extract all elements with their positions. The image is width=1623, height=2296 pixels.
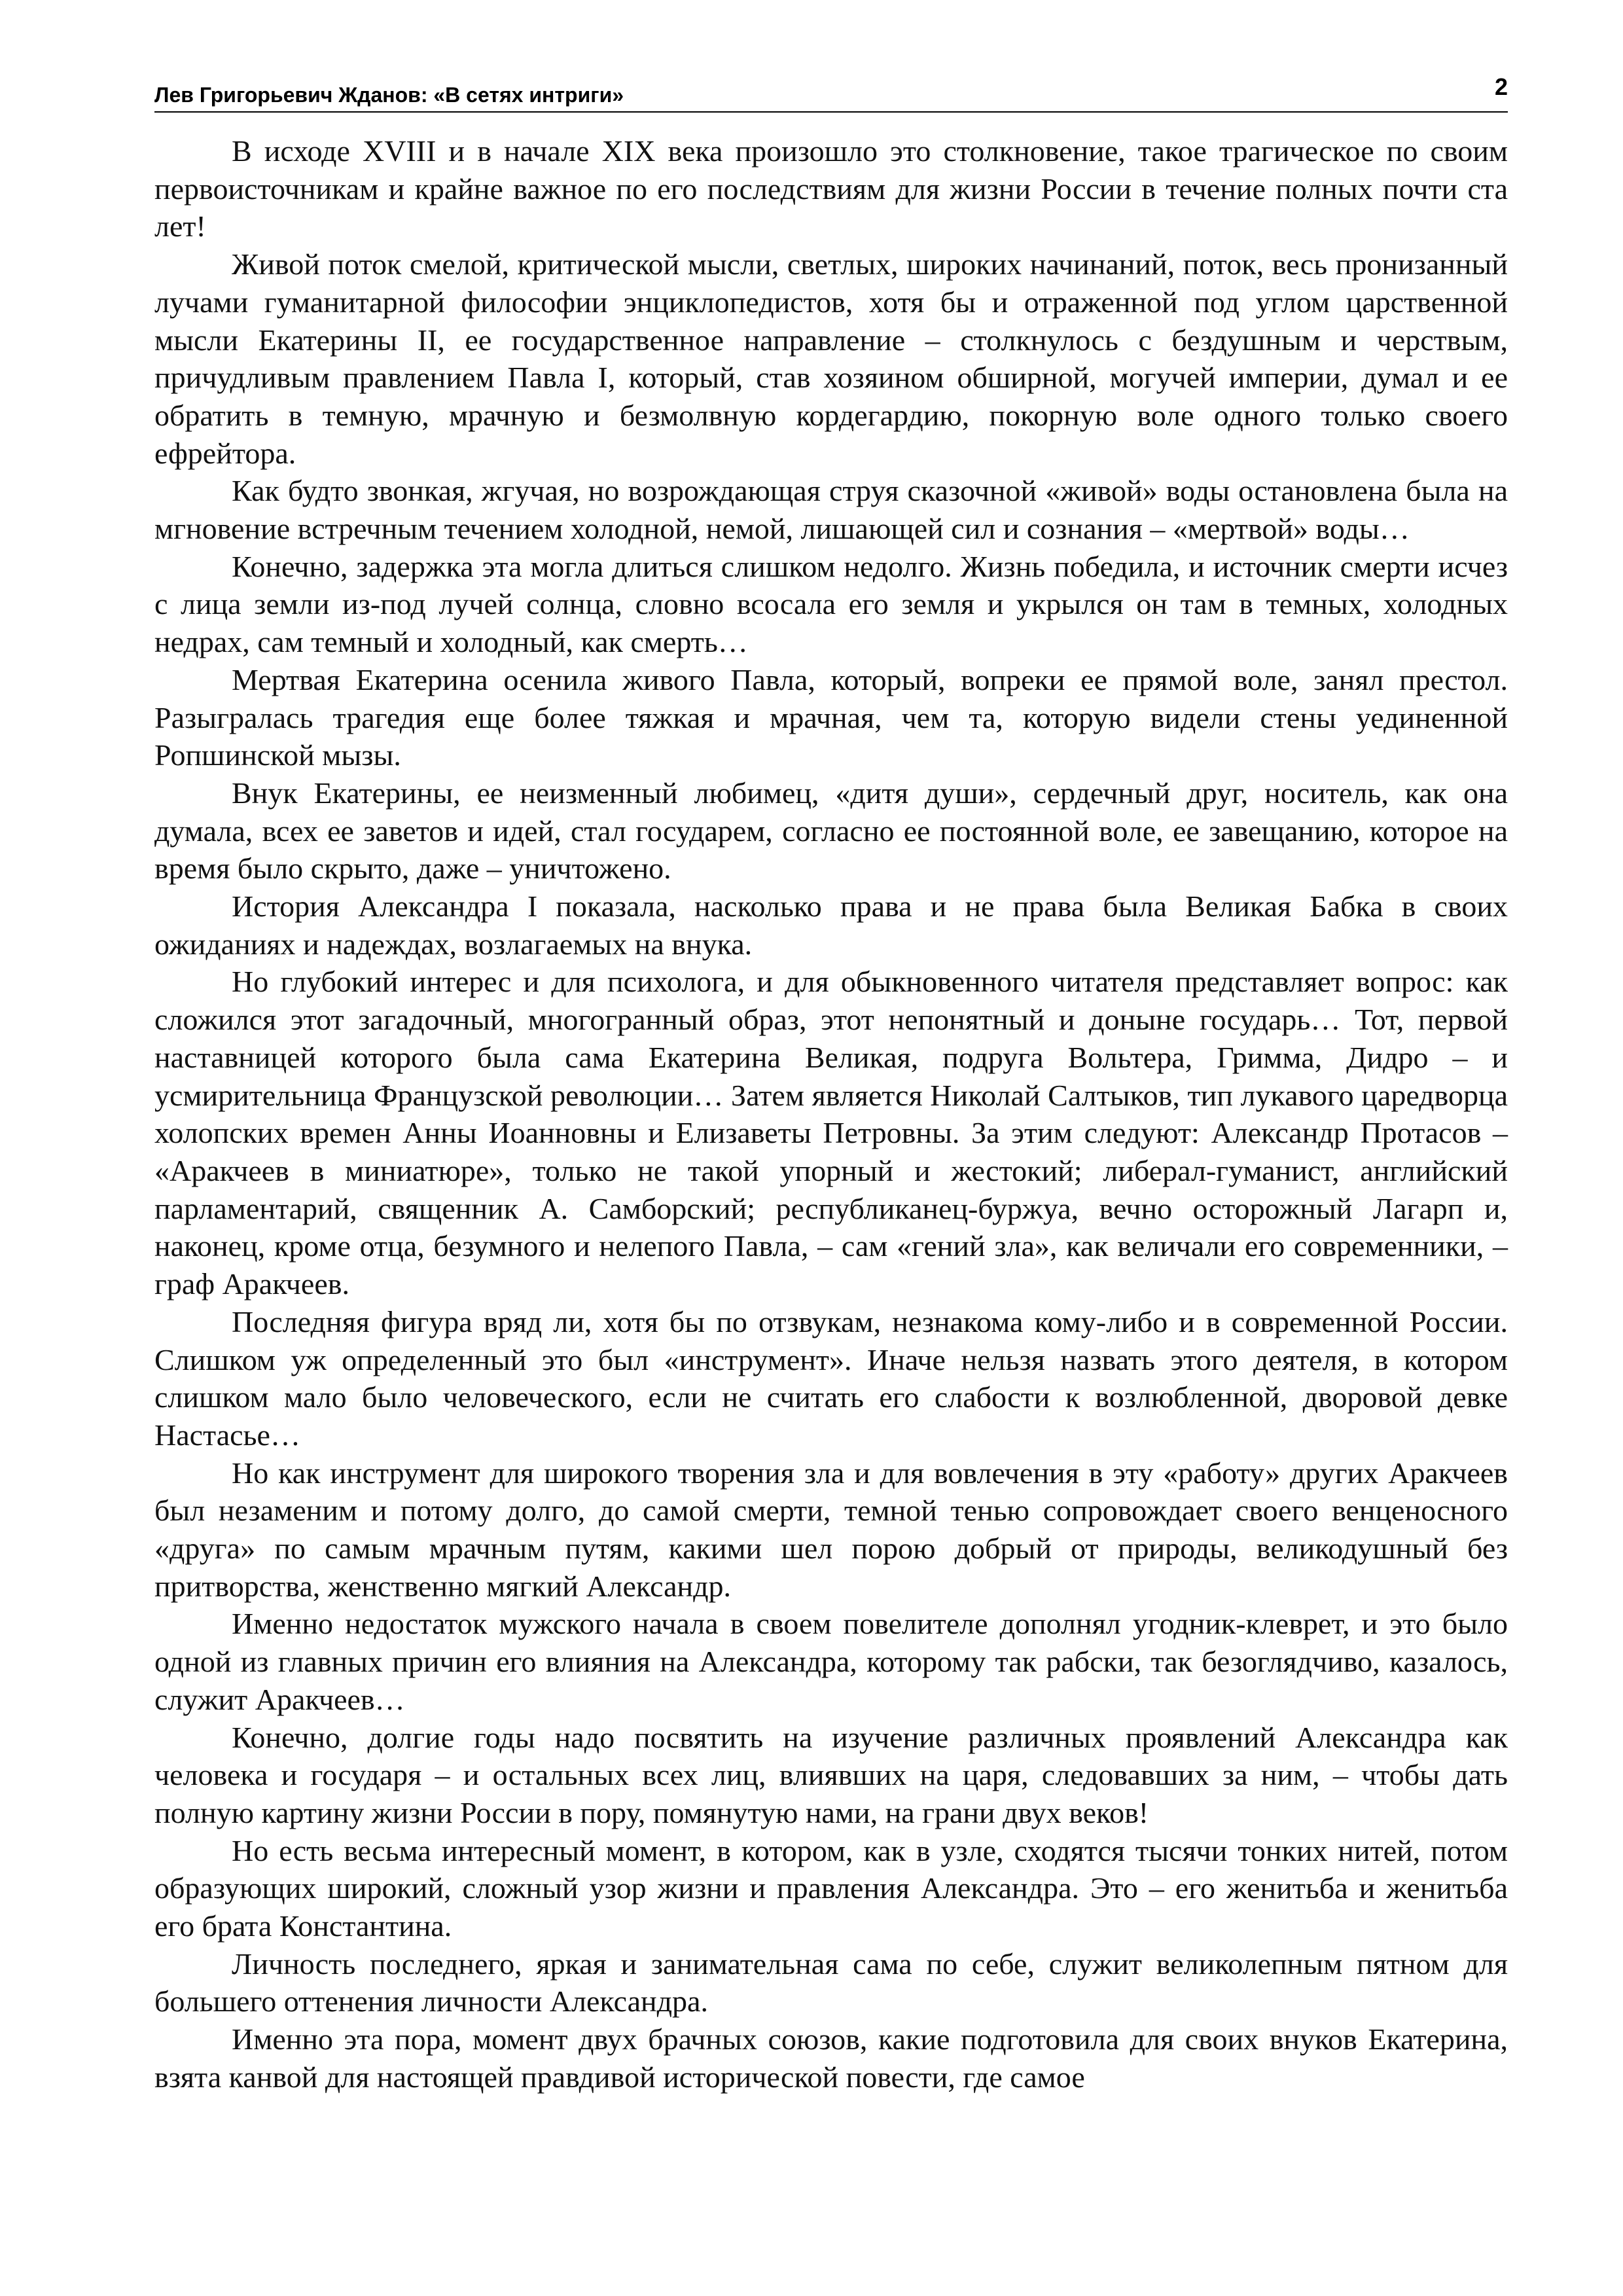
paragraph: Последняя фигура вряд ли, хотя бы по отзвукам, незнакома кому-либо и в современной России. Слишком уж определенный это был «инструмент». Иначе нельзя назвать этого деятеля, в котором слишком мало было человеческого, если не считать его слабости к возлюбленной, дворовой девке Настасье… bbox=[154, 1304, 1508, 1452]
paragraph: Мертвая Екатерина осенила живого Павла, который, вопреки ее прямой воле, занял престол. Разыгралась трагедия еще более тяжкая и мрачная, чем та, которую видели стены уединенной Ропшинской мызы. bbox=[154, 662, 1508, 772]
page-number: 2 bbox=[1494, 73, 1508, 100]
paragraph: Именно недостаток мужского начала в своем повелителе дополнял угодник-клеврет, и это было одной из главных причин его влияния на Александра, которому так рабски, так безоглядчиво, казалось, служит Аракчеев… bbox=[154, 1607, 1508, 1716]
paragraph: Но как инструмент для широкого творения зла и для вовлечения в эту «работу» других Аракчеев был незаменим и потому долго, до самой смерти, темной тенью сопровождает своего венценосного «друга» по самым мрачным путям, какими шел порою добрый от природы, великодушный без притворства, женственно мягкий Александр. bbox=[154, 1456, 1508, 1603]
running-header bbox=[154, 71, 1508, 113]
paragraph: В исходе XVIII и в начале XIX века произошло это столкновение, такое трагическое по своим первоисточникам и крайне важное по его последствиям для жизни России в течение полных почти ста лет! bbox=[154, 134, 1508, 243]
paragraph: Внук Екатерины, ее неизменный любимец, «дитя души», сердечный друг, носитель, как она думала, всех ее заветов и идей, стал государем, согласно ее постоянной воле, ее завещанию, которое на время было скрыто, даже – уничтожено. bbox=[154, 776, 1508, 886]
paragraph: Конечно, задержка эта могла длиться слишком недолго. Жизнь победила, и источник смерти исчез с лица земли из-под лучей солнца, словно всосала его земля и укрылся он там в темных, холодных недрах, сам темный и холодный, как смерть… bbox=[154, 549, 1508, 659]
paragraph: История Александра I показала, насколько права и не права была Великая Бабка в своих ожиданиях и надеждах, возлагаемых на внука. bbox=[154, 889, 1508, 961]
paragraph: Личность последнего, яркая и занимательная сама по себе, служит великолепным пятном для большего оттенения личности Александра. bbox=[154, 1946, 1508, 2018]
paragraph: Как будто звонкая, жгучая, но возрождающая струя сказочной «живой» воды остановлена была на мгновение встречным течением холодной, немой, лишающей сил и сознания – «мертвой» воды… bbox=[154, 474, 1508, 546]
paragraph: Живой поток смелой, критической мысли, светлых, широких начинаний, поток, весь пронизанный лучами гуманитарной философии энциклопедистов, хотя бы и отраженной под углом царственной мысли Екатерины II, ее государственное направление – столкнулось с бездушным и черствым, причудливым правлением Павла I, который, став хозяином обширной, могучей империи, думал и ее обратить в темную, мрачную и безмолвную кордегардию, покорную воле одного только своего ефрейтора. bbox=[154, 247, 1508, 470]
body-text bbox=[154, 132, 1508, 2096]
paragraph: Но глубокий интерес и для психолога, и для обыкновенного читателя представляет вопрос: как сложился этот загадочный, многогранный образ, этот непонятный и доныне государь… Тот, первой наставницей которого была сама Екатерина Великая, подруга Вольтера, Гримма, Дидро – и усмирительница Французской революции… Затем является Николай Салтыков, тип лукавого царедворца холопских времен Анны Иоанновны и Елизаветы Петровны. За этим следуют: Александр Протасов – «Аракчеев в миниатюре», только не такой упорный и жестокий; либерал-гуманист, английский парламентарий, священник А. Самборский; республиканец-буржуа, вечно осторожный Лагарп и, наконец, кроме отца, безумного и нелепого Павла, – сам «гений зла», как величали его современники, – граф Аракчеев. bbox=[154, 965, 1508, 1301]
paragraph: Но есть весьма интересный момент, в котором, как в узле, сходятся тысячи тонких нитей, потом образующих широкий, сложный узор жизни и правления Александра. Это – его женитьба и женитьба его брата Константина. bbox=[154, 1833, 1508, 1943]
document-page bbox=[154, 71, 1508, 2096]
header-title: Лев Григорьевич Жданов: «В сетях интриги» bbox=[154, 83, 624, 107]
paragraph: Именно эта пора, момент двух брачных союзов, какие подготовила для своих внуков Екатерина, взята канвой для настоящей правдивой исторической повести, где самое bbox=[154, 2022, 1508, 2094]
paragraph: Конечно, долгие годы надо посвятить на изучение различных проявлений Александра как человека и государя – и остальных всех лиц, влиявших на царя, следовавших за ним, – чтобы дать полную картину жизни России в пору, помянутую нами, на грани двух веков! bbox=[154, 1720, 1508, 1829]
